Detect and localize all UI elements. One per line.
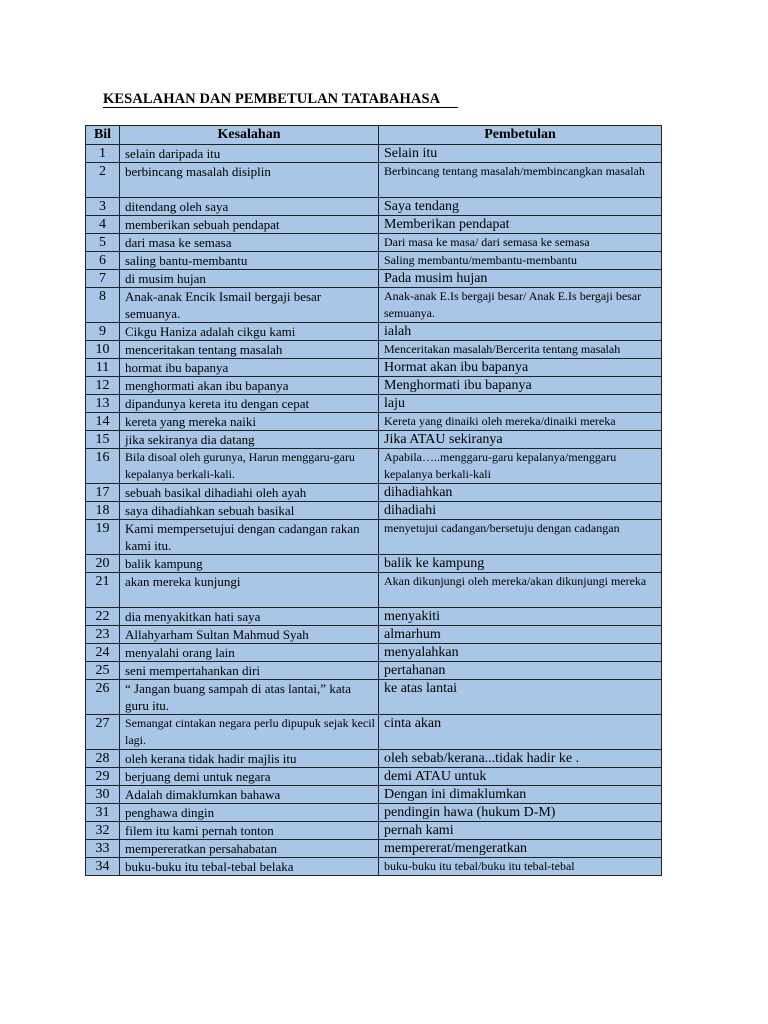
- row-number: 33: [86, 840, 120, 858]
- pembetulan-cell: balik ke kampung: [379, 555, 662, 573]
- table-row: [86, 198, 662, 216]
- pembetulan-cell: mempererat/mengeratkan: [379, 840, 662, 858]
- kesalahan-cell: dari masa ke semasa: [120, 234, 379, 252]
- row-number: 10: [86, 341, 120, 359]
- table-row: [86, 216, 662, 234]
- kesalahan-cell: Allahyarham Sultan Mahmud Syah: [120, 626, 379, 644]
- kesalahan-cell: ditendang oleh saya: [120, 198, 379, 216]
- row-number: 13: [86, 395, 120, 413]
- pembetulan-cell: Hormat akan ibu bapanya: [379, 359, 662, 377]
- table-row: [86, 750, 662, 768]
- pembetulan-cell: demi ATAU untuk: [379, 768, 662, 786]
- kesalahan-cell: Bila disoal oleh gurunya, Harun menggaru-garu kepalanya berkali-kali.: [120, 449, 379, 484]
- table-row: [86, 520, 662, 555]
- kesalahan-cell: di musim hujan: [120, 270, 379, 288]
- pembetulan-cell: Dari masa ke masa/ dari semasa ke semasa: [379, 234, 662, 252]
- kesalahan-cell: akan mereka kunjungi: [120, 573, 379, 608]
- row-number: 12: [86, 377, 120, 395]
- kesalahan-cell: kereta yang mereka naiki: [120, 413, 379, 431]
- kesalahan-cell: memberikan sebuah pendapat: [120, 216, 379, 234]
- kesalahan-cell: selain daripada itu: [120, 145, 379, 163]
- header-bil: Bil: [86, 126, 120, 145]
- row-number: 15: [86, 431, 120, 449]
- pembetulan-cell: Memberikan pendapat: [379, 216, 662, 234]
- table-row: [86, 359, 662, 377]
- pembetulan-cell: Kereta yang dinaiki oleh mereka/dinaiki mereka: [379, 413, 662, 431]
- table-row: [86, 555, 662, 573]
- pembetulan-cell: Menghormati ibu bapanya: [379, 377, 662, 395]
- kesalahan-cell: Kami mempersetujui dengan cadangan rakan kami itu.: [120, 520, 379, 555]
- kesalahan-cell: menghormati akan ibu bapanya: [120, 377, 379, 395]
- row-number: 26: [86, 680, 120, 715]
- kesalahan-cell: dipandunya kereta itu dengan cepat: [120, 395, 379, 413]
- kesalahan-cell: berjuang demi untuk negara: [120, 768, 379, 786]
- table-row: [86, 662, 662, 680]
- table-header-row: [86, 126, 662, 145]
- table-row: [86, 822, 662, 840]
- table-row: [86, 573, 662, 608]
- kesalahan-cell: “ Jangan buang sampah di atas lantai,” kata guru itu.: [120, 680, 379, 715]
- row-number: 29: [86, 768, 120, 786]
- pembetulan-cell: menyalahkan: [379, 644, 662, 662]
- row-number: 8: [86, 288, 120, 323]
- row-number: 2: [86, 163, 120, 198]
- kesalahan-cell: seni mempertahankan diri: [120, 662, 379, 680]
- row-number: 11: [86, 359, 120, 377]
- row-number: 6: [86, 252, 120, 270]
- row-number: 34: [86, 858, 120, 876]
- pembetulan-cell: oleh sebab/kerana...tidak hadir ke .: [379, 750, 662, 768]
- kesalahan-cell: menyalahi orang lain: [120, 644, 379, 662]
- table-row: [86, 484, 662, 502]
- pembetulan-cell: Saling membantu/membantu-membantu: [379, 252, 662, 270]
- grammar-table: [85, 125, 662, 876]
- kesalahan-cell: hormat ibu bapanya: [120, 359, 379, 377]
- pembetulan-cell: Saya tendang: [379, 198, 662, 216]
- row-number: 16: [86, 449, 120, 484]
- pembetulan-cell: Selain itu: [379, 145, 662, 163]
- kesalahan-cell: dia menyakitkan hati saya: [120, 608, 379, 626]
- kesalahan-cell: Semangat cintakan negara perlu dipupuk sejak kecil lagi.: [120, 715, 379, 750]
- row-number: 32: [86, 822, 120, 840]
- table-row: [86, 252, 662, 270]
- table-row: [86, 804, 662, 822]
- row-number: 17: [86, 484, 120, 502]
- table-row: [86, 715, 662, 750]
- pembetulan-cell: cinta akan: [379, 715, 662, 750]
- pembetulan-cell: Pada musim hujan: [379, 270, 662, 288]
- table-row: [86, 288, 662, 323]
- pembetulan-cell: Akan dikunjungi oleh mereka/akan dikunjungi mereka: [379, 573, 662, 608]
- table-row: [86, 341, 662, 359]
- pembetulan-cell: Dengan ini dimaklumkan: [379, 786, 662, 804]
- kesalahan-cell: sebuah basikal dihadiahi oleh ayah: [120, 484, 379, 502]
- pembetulan-cell: Apabila…..menggaru-garu kepalanya/menggaru kepalanya berkali-kali: [379, 449, 662, 484]
- row-number: 18: [86, 502, 120, 520]
- table-row: [86, 840, 662, 858]
- kesalahan-cell: filem itu kami pernah tonton: [120, 822, 379, 840]
- pembetulan-cell: menyetujui cadangan/bersetuju dengan cadangan: [379, 520, 662, 555]
- table-row: [86, 608, 662, 626]
- table-row: [86, 163, 662, 198]
- pembetulan-cell: pendingin hawa (hukum D-M): [379, 804, 662, 822]
- row-number: 9: [86, 323, 120, 341]
- row-number: 14: [86, 413, 120, 431]
- row-number: 1: [86, 145, 120, 163]
- row-number: 25: [86, 662, 120, 680]
- row-number: 27: [86, 715, 120, 750]
- row-number: 3: [86, 198, 120, 216]
- table-row: [86, 680, 662, 715]
- pembetulan-cell: Jika ATAU sekiranya: [379, 431, 662, 449]
- table-row: [86, 768, 662, 786]
- pembetulan-cell: Berbincang tentang masalah/membincangkan masalah: [379, 163, 662, 198]
- row-number: 4: [86, 216, 120, 234]
- row-number: 30: [86, 786, 120, 804]
- pembetulan-cell: menyakiti: [379, 608, 662, 626]
- row-number: 19: [86, 520, 120, 555]
- row-number: 23: [86, 626, 120, 644]
- table-row: [86, 786, 662, 804]
- table-row: [86, 145, 662, 163]
- table-row: [86, 323, 662, 341]
- pembetulan-cell: ialah: [379, 323, 662, 341]
- row-number: 22: [86, 608, 120, 626]
- table-row: [86, 449, 662, 484]
- kesalahan-cell: penghawa dingin: [120, 804, 379, 822]
- table-row: [86, 395, 662, 413]
- kesalahan-cell: Anak-anak Encik Ismail bergaji besar semuanya.: [120, 288, 379, 323]
- kesalahan-cell: jika sekiranya dia datang: [120, 431, 379, 449]
- pembetulan-cell: laju: [379, 395, 662, 413]
- kesalahan-cell: saya dihadiahkan sebuah basikal: [120, 502, 379, 520]
- kesalahan-cell: saling bantu-membantu: [120, 252, 379, 270]
- row-number: 21: [86, 573, 120, 608]
- header-kesalahan: Kesalahan: [120, 126, 379, 145]
- kesalahan-cell: berbincang masalah disiplin: [120, 163, 379, 198]
- pembetulan-cell: almarhum: [379, 626, 662, 644]
- table-row: [86, 234, 662, 252]
- table-row: [86, 413, 662, 431]
- kesalahan-cell: menceritakan tentang masalah: [120, 341, 379, 359]
- table-row: [86, 858, 662, 876]
- pembetulan-cell: dihadiahi: [379, 502, 662, 520]
- row-number: 28: [86, 750, 120, 768]
- row-number: 24: [86, 644, 120, 662]
- pembetulan-cell: pernah kami: [379, 822, 662, 840]
- pembetulan-cell: buku-buku itu tebal/buku itu tebal-tebal: [379, 858, 662, 876]
- kesalahan-cell: balik kampung: [120, 555, 379, 573]
- row-number: 20: [86, 555, 120, 573]
- table-row: [86, 377, 662, 395]
- table-row: [86, 502, 662, 520]
- row-number: 7: [86, 270, 120, 288]
- table-row: [86, 644, 662, 662]
- pembetulan-cell: pertahanan: [379, 662, 662, 680]
- row-number: 31: [86, 804, 120, 822]
- table-row: [86, 626, 662, 644]
- pembetulan-cell: ke atas lantai: [379, 680, 662, 715]
- pembetulan-cell: Menceritakan masalah/Bercerita tentang masalah: [379, 341, 662, 359]
- pembetulan-cell: Anak-anak E.Is bergaji besar/ Anak E.Is bergaji besar semuanya.: [379, 288, 662, 323]
- table-row: [86, 270, 662, 288]
- kesalahan-cell: Adalah dimaklumkan bahawa: [120, 786, 379, 804]
- kesalahan-cell: Cikgu Haniza adalah cikgu kami: [120, 323, 379, 341]
- kesalahan-cell: oleh kerana tidak hadir majlis itu: [120, 750, 379, 768]
- pembetulan-cell: dihadiahkan: [379, 484, 662, 502]
- table-row: [86, 431, 662, 449]
- kesalahan-cell: buku-buku itu tebal-tebal belaka: [120, 858, 379, 876]
- header-pembetulan: Pembetulan: [379, 126, 662, 145]
- kesalahan-cell: mempereratkan persahabatan: [120, 840, 379, 858]
- row-number: 5: [86, 234, 120, 252]
- document-title: KESALAHAN DAN PEMBETULAN TATABAHASA: [103, 92, 458, 108]
